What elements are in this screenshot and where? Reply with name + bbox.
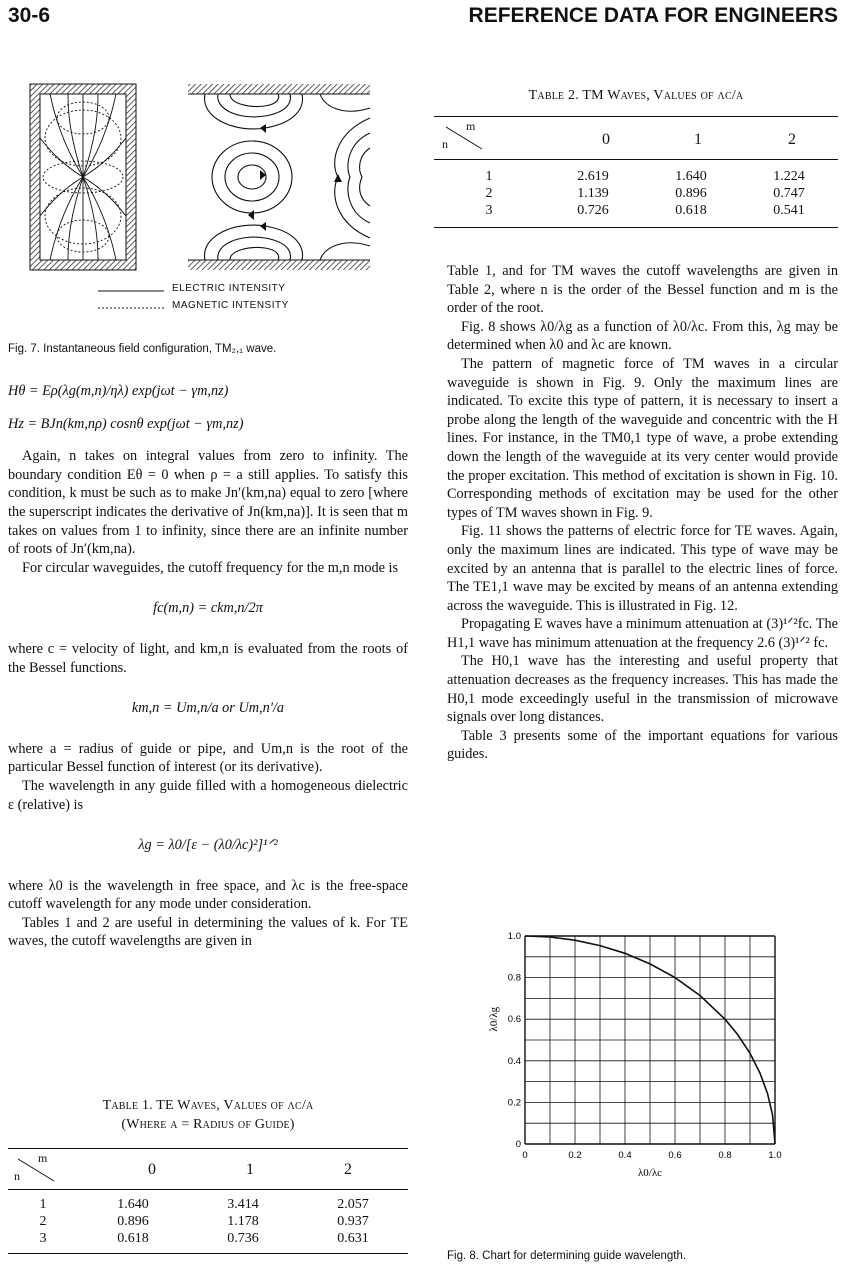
- equation-h-z: Hz = BJn(km,nρ) cosnθ exp(jωt − γm,nz): [8, 415, 244, 432]
- chart-y-tick-label: 1.0: [507, 931, 521, 942]
- right-column: [447, 262, 838, 764]
- page-number: 30-6: [8, 4, 51, 27]
- table2-col-2: 2: [788, 131, 796, 148]
- legend-magnetic-line: [98, 306, 164, 310]
- cross-section-view: [30, 84, 136, 270]
- table-row: 3 0.618 0.736 0.631: [39, 1231, 369, 1246]
- fig8-caption: Fig. 8. Chart for determining guide wavelength.: [447, 1250, 687, 1262]
- paragraph-boundary-condition: Again, n takes on integral values from zero to infinity. The boundary condition Eθ = 0 when ρ = a still applies. To satisfy this condition, k must be such as to make Jn′(km,na) equal to zero [where the superscript indicates the derivative of Jn(km,na)]. It is seen that m takes on values from 1 to infinity, since there are an infinite number of roots of Jn′(km,na).: [8, 448, 408, 558]
- chart-x-label: λ0/λc: [637, 1167, 663, 1179]
- left-column: [8, 376, 408, 951]
- equation-k: km,n = Um,n/a or Um,n′/a: [131, 700, 285, 717]
- running-title: REFERENCE DATA FOR ENGINEERS: [468, 4, 838, 27]
- table-row: 2 1.139 0.896 0.747: [485, 186, 805, 201]
- paragraph-cutoff-intro: For circular waveguides, the cutoff frequency for the m,n mode is: [22, 559, 399, 576]
- chart-x-tick-label: 0.6: [668, 1150, 682, 1161]
- paragraph-attenuation: Propagating E waves have a minimum attenuation at (3)¹ᐟ²fc. The H1,1 wave has minimum attenuation at the frequency 2.6 (3)¹ᐟ² fc.: [447, 616, 838, 651]
- paragraph-tm-pattern: The pattern of magnetic force of TM waves in a circular waveguide is shown in Fig. 9. Only the maximum lines are indicated. To excite this type of pattern, it is necessary to insert a probe along the length of the waveguide and concentric with the H lines. For instance, in the TM0,1 type of wave, a probe extending down the length of the waveguide at its very center would provide the proper excitation. This method of excitation is shown in Fig. 10. Corresponding methods of excitation may be used for the other types of TM waves shown in Fig. 9.: [447, 355, 838, 521]
- table1-corner-n: n: [14, 1169, 20, 1183]
- paragraph-dielectric: The wavelength in any guide filled with a homogeneous dielectric ε (relative) is: [8, 777, 408, 813]
- chart-y-tick-label: 0.4: [507, 1055, 521, 1067]
- legend-electric-line: [98, 289, 164, 293]
- paragraph-free-space: where λ0 is the wavelength in free space, and λc is the free-space cutoff wavelength for any mode under consideration.: [8, 877, 408, 913]
- paragraph-table-reference: Table 1, and for TM waves the cutoff wavelengths are given in Table 2, where n is the order of the Bessel function and m is the order of the root.: [447, 263, 838, 317]
- table1-col-1: 1: [246, 1161, 254, 1178]
- chart-y-tick-label: 0.2: [507, 1097, 521, 1109]
- table-row: 1 2.619 1.640 1.224: [485, 169, 805, 184]
- fig8-chart: [470, 930, 800, 1180]
- table1-corner-m: m: [38, 1151, 48, 1165]
- table1-subtitle: (Where a = Radius of Guide): [121, 1117, 295, 1132]
- chart-x-tick-label: 0: [522, 1150, 528, 1161]
- equation-guide-wavelength: λg = λ0/[ε − (λ0/λc)²]¹ᐟ²: [138, 837, 278, 854]
- paragraph-velocity-of-light: where c = velocity of light, and km,n is evaluated from the roots of the Bessel functions.: [8, 640, 408, 676]
- table-row: 2 0.896 1.178 0.937: [39, 1214, 369, 1229]
- paragraph-tables: Tables 1 and 2 are useful in determining the values of k. For TE waves, the cutoff wavelengths are given in: [8, 914, 408, 950]
- chart-x-tick-label: 1.0: [768, 1150, 782, 1161]
- table1-col-2: 2: [344, 1161, 352, 1178]
- table1: [8, 1148, 408, 1254]
- table1-title: Table 1. TE Waves, Values of λc/a: [102, 1098, 314, 1113]
- fig7-caption: Fig. 7. Instantaneous field configuration, TM₂,₁ wave.: [8, 343, 277, 355]
- chart-x-tick-label: 0.8: [718, 1150, 732, 1161]
- table2-corner-m: m: [466, 119, 476, 133]
- table-row: 1 1.640 3.414 2.057: [39, 1197, 369, 1212]
- table1-col-0: 0: [148, 1161, 156, 1178]
- paragraph-table3: Table 3 presents some of the important equations for various guides.: [447, 727, 838, 763]
- paragraph-h01: The H0,1 wave has the interesting and useful property that attenuation decreases as the frequency increases. This has made the H0,1 mode exceedingly useful in the transmission of microwave signals over long distances.: [447, 653, 838, 726]
- chart-y-tick-label: 0.6: [507, 1014, 521, 1026]
- table1-corner-diagonal: [16, 1157, 56, 1183]
- table-row: 3 0.726 0.618 0.541: [485, 203, 805, 218]
- chart-y-label: λ0/λg: [488, 1006, 500, 1032]
- table2: [434, 116, 838, 228]
- paragraph-radius: where a = radius of guide or pipe, and Um,n is the root of the particular Bessel function of interest (or its derivative).: [8, 740, 408, 776]
- legend-magnetic-label: MAGNETIC INTENSITY: [172, 300, 289, 311]
- equation-cutoff-frequency: fc(m,n) = ckm,n/2π: [153, 600, 263, 617]
- paragraph-te-pattern: Fig. 11 shows the patterns of electric force for TE waves. Again, only the maximum lines are indicated. This type of wave may be excited by an antenna that is parallel to the electric lines of force. The TE1,1 wave may be excited by means of an antenna extending across the waveguide. This is illustrated in Fig. 12.: [447, 523, 838, 614]
- legend-electric-label: ELECTRIC INTENSITY: [172, 283, 286, 294]
- paragraph-fig8-intro: Fig. 8 shows λ0/λg as a function of λ0/λc. From this, λg may be determined when λ0 and λc are known.: [447, 318, 838, 354]
- fig7-field-configuration: [20, 78, 380, 278]
- table2-col-1: 1: [694, 131, 702, 148]
- chart-x-tick-label: 0.2: [568, 1150, 582, 1161]
- equation-h-theta: Hθ = Eρ(λg(m,n)/ηλ) exp(jωt − γm,nz): [8, 383, 229, 399]
- longitudinal-view: [188, 84, 370, 270]
- table2-title: Table 2. TM Waves, Values of λc/a: [528, 88, 744, 103]
- chart-y-tick-label: 0.8: [507, 972, 521, 984]
- table2-col-0: 0: [602, 131, 610, 148]
- chart-y-tick-label: 0: [515, 1139, 521, 1150]
- table2-corner-diagonal: [444, 125, 484, 151]
- chart-x-tick-label: 0.4: [618, 1150, 632, 1161]
- table2-corner-n: n: [442, 137, 448, 151]
